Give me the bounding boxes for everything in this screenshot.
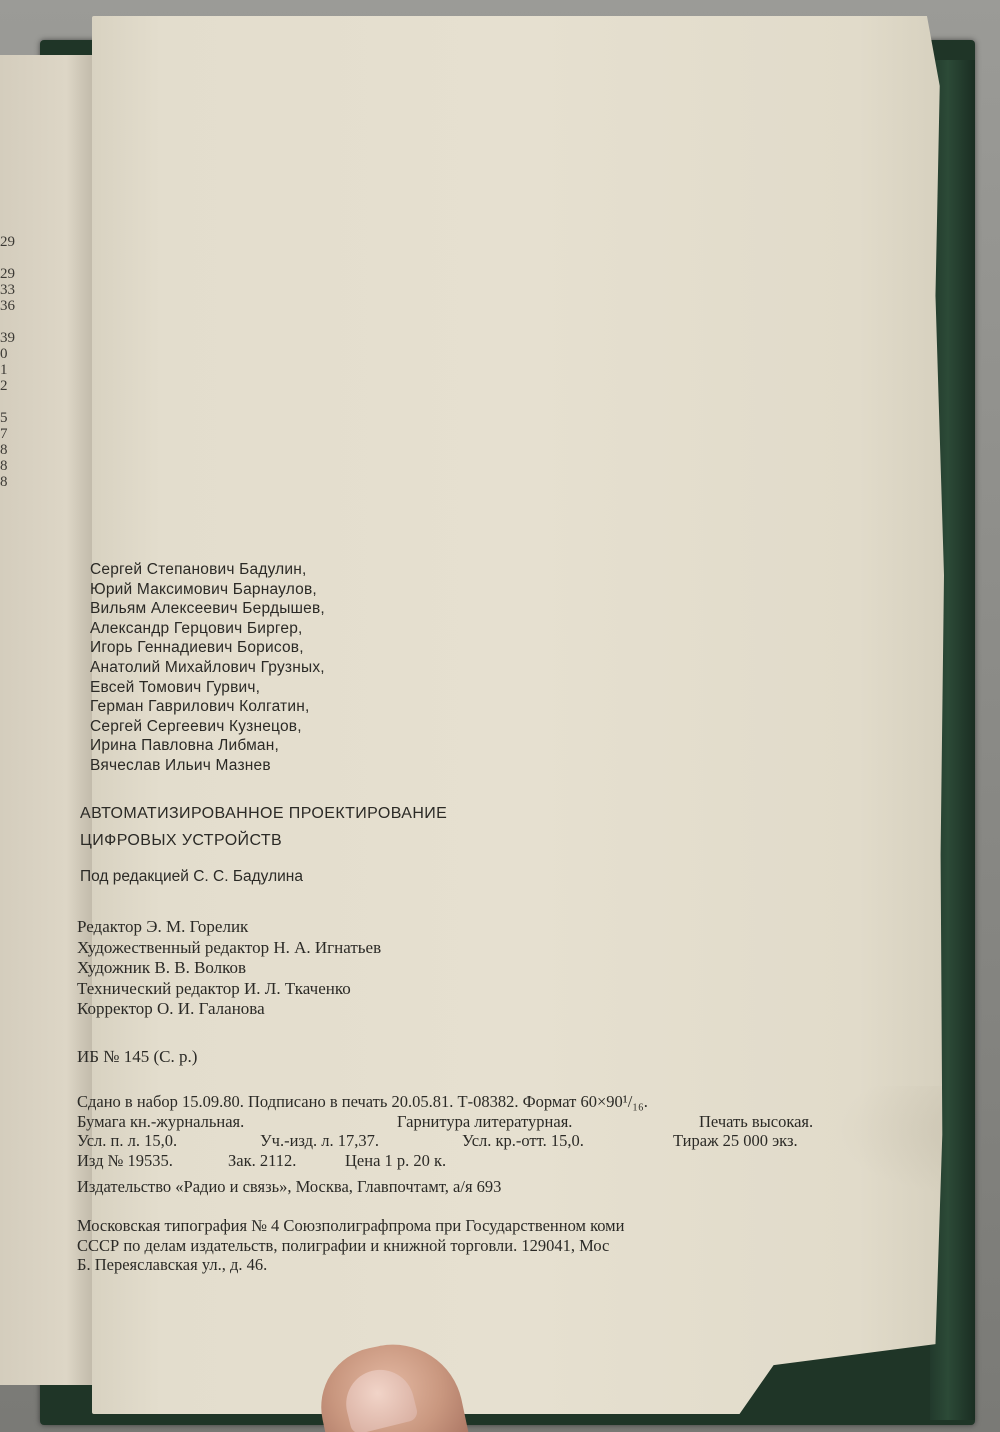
printer-info bbox=[77, 1216, 624, 1275]
left-number: 2 bbox=[0, 379, 8, 394]
book-title-line: ЦИФРОВЫХ УСТРОЙСТВ bbox=[80, 832, 283, 849]
printer-line: Б. Переяславская ул., д. 46. bbox=[77, 1255, 268, 1274]
left-number: 1 bbox=[0, 363, 8, 378]
pub-cell: Усл. кр.-отт. 15,0. bbox=[462, 1131, 584, 1150]
credit-line: Художественный редактор Н. А. Игнатьев bbox=[77, 937, 382, 957]
pub-cell: Зак. 2112. bbox=[228, 1150, 297, 1170]
printer-line: Московская типография № 4 Союзполиграфпрома при Государственном коми bbox=[77, 1216, 625, 1235]
author-name: Вильям Алексеевич Бердышев, bbox=[90, 600, 325, 618]
printer-line: СССР по делам издательств, полиграфии и книжной торговли. 129041, Мос bbox=[77, 1235, 610, 1255]
left-number: 29 bbox=[0, 235, 15, 250]
pub-row bbox=[77, 1092, 857, 1112]
author-name: Вячеслав Ильич Мазнев bbox=[90, 756, 271, 774]
pub-cell: Бумага кн.-журнальная. bbox=[77, 1111, 245, 1131]
author-name: Герман Гаврилович Колгатин, bbox=[90, 698, 310, 716]
author-name: Игорь Геннадиевич Борисов, bbox=[90, 639, 304, 657]
pub-cell: Сдано в набор 15.09.80. Подписано в печать 20.05.81. Т-08382. Формат 60×90¹/₁₆. bbox=[77, 1092, 648, 1111]
author-name: Ирина Павловна Либман, bbox=[90, 737, 280, 755]
left-number: 29 bbox=[0, 267, 15, 282]
left-number: 8 bbox=[0, 475, 8, 490]
left-number: 33 bbox=[0, 283, 15, 298]
left-number: 5 bbox=[0, 411, 8, 426]
left-number: 39 bbox=[0, 331, 15, 346]
credit-line: Редактор Э. М. Горелик bbox=[77, 917, 249, 936]
pub-cell: Усл. п. л. 15,0. bbox=[77, 1131, 178, 1150]
pub-row bbox=[77, 1131, 857, 1151]
left-number: 36 bbox=[0, 299, 15, 314]
publication-details bbox=[77, 1092, 857, 1170]
author-list bbox=[90, 560, 325, 776]
book-title-line: АВТОМАТИЗИРОВАННОЕ ПРОЕКТИРОВАНИЕ bbox=[80, 805, 448, 822]
left-page-numbers bbox=[0, 235, 30, 491]
left-number: 8 bbox=[0, 443, 8, 458]
publisher-line: Издательство «Радио и связь», Москва, Главпочтамт, а/я 693 bbox=[77, 1177, 502, 1196]
pub-cell: Уч.-изд. л. 17,37. bbox=[260, 1131, 380, 1150]
ib-number: ИБ № 145 (С. р.) bbox=[77, 1047, 198, 1066]
pub-row bbox=[77, 1112, 857, 1132]
author-name: Сергей Сергеевич Кузнецов, bbox=[90, 717, 302, 735]
author-name: Юрий Максимович Барнаулов, bbox=[90, 580, 317, 598]
left-number: 0 bbox=[0, 347, 8, 362]
left-number bbox=[0, 315, 30, 331]
edited-by: Под редакцией С. С. Бадулина bbox=[80, 868, 303, 885]
left-number: 7 bbox=[0, 427, 8, 442]
pub-cell: Тираж 25 000 экз. bbox=[673, 1131, 798, 1150]
pub-cell: Гарнитура литературная. bbox=[397, 1111, 573, 1131]
author-name: Александр Герцович Биргер, bbox=[90, 619, 303, 637]
author-name: Анатолий Михайлович Грузных, bbox=[90, 658, 325, 676]
credit-line: Художник В. В. Волков bbox=[77, 958, 247, 978]
left-number bbox=[0, 395, 30, 411]
author-name: Сергей Степанович Бадулин, bbox=[90, 561, 307, 578]
left-number: 8 bbox=[0, 459, 8, 474]
credits-list bbox=[77, 917, 381, 1020]
pub-cell: Цена 1 р. 20 к. bbox=[345, 1150, 447, 1170]
pub-row bbox=[77, 1151, 857, 1171]
pub-cell: Изд № 19535. bbox=[77, 1150, 173, 1170]
pub-cell: Печать высокая. bbox=[699, 1111, 814, 1131]
book-title bbox=[80, 800, 447, 854]
left-number bbox=[0, 251, 30, 267]
credit-line: Корректор О. И. Галанова bbox=[77, 999, 265, 1019]
credit-line: Технический редактор И. Л. Ткаченко bbox=[77, 978, 351, 998]
author-name: Евсей Томович Гурвич, bbox=[90, 678, 261, 696]
